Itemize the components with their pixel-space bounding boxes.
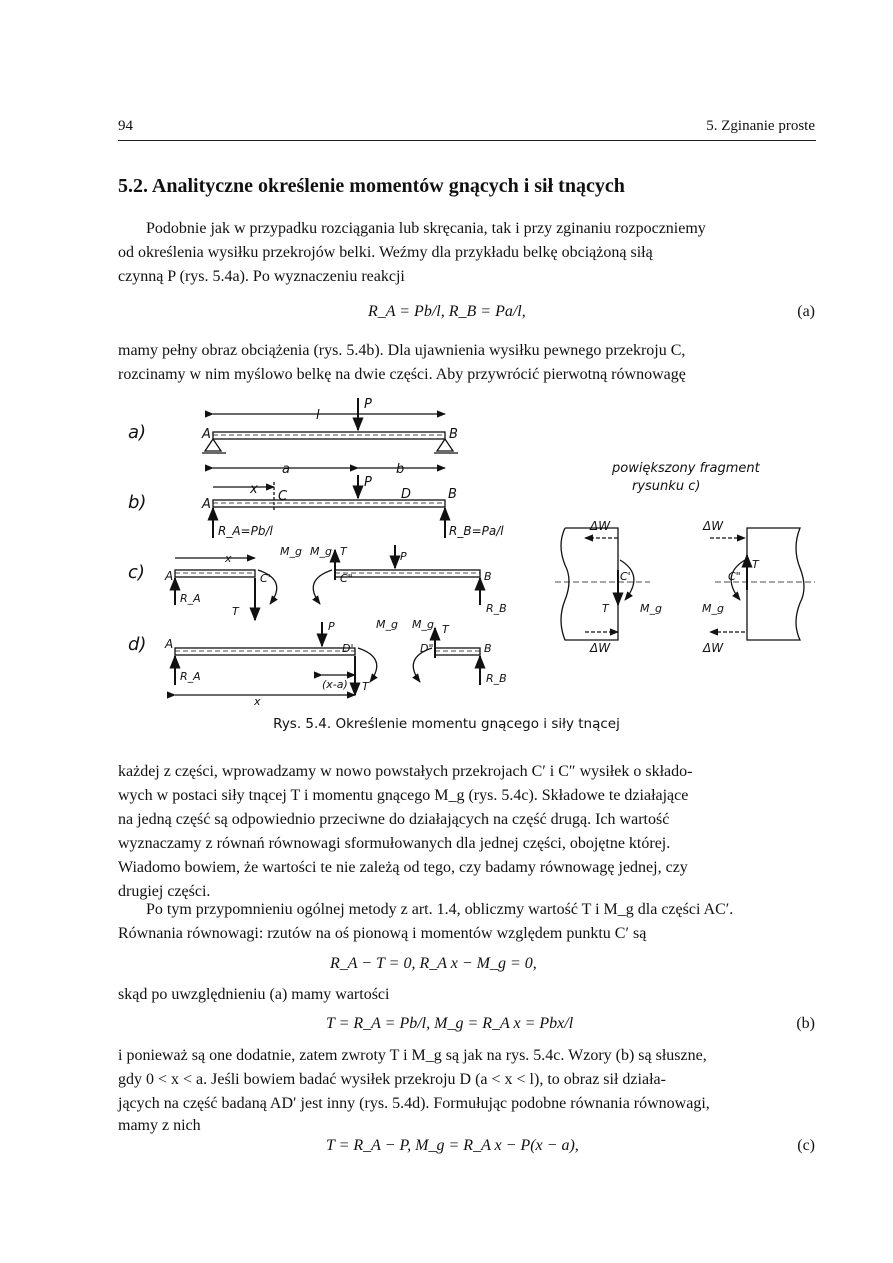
label-T-zoom2: T xyxy=(752,558,759,571)
label-B-d: B xyxy=(484,642,492,655)
text-line: Podobnie jak w przypadku rozciągania lub skręcania, tak i przy zginaniu rozpoczniemy xyxy=(146,220,706,237)
label-T-zoom1: T xyxy=(602,602,609,615)
text-line: gdy 0 < x < a. Jeśli bowiem badać wysiłek przekroju D (a < x < l), to obraz sił działa- xyxy=(118,1071,666,1088)
row-label-d: d) xyxy=(128,634,147,655)
label-dW-1: ΔW xyxy=(590,519,611,533)
running-header: 5. Zginanie proste xyxy=(706,118,815,134)
label-C-b: C xyxy=(278,489,288,504)
label-l: l xyxy=(316,408,320,423)
zoom-fragment xyxy=(555,528,815,640)
label-RB-c: R_B xyxy=(486,602,507,615)
label-A-d: A xyxy=(165,637,174,651)
label-B-c: B xyxy=(484,570,492,583)
zoom-caption-2: rysunku c) xyxy=(632,479,701,494)
label-C1-c: C' xyxy=(260,572,271,585)
label-x-b: x xyxy=(250,482,258,497)
label-P-b: P xyxy=(364,475,372,490)
text-line: Po tym przypomnieniu ogólnej metody z art. 1.4, obliczmy wartość T i M_g dla części AC′. xyxy=(146,901,734,918)
text-line: każdej z części, wprowadzamy w nowo powstałych przekrojach C′ i C″ wysiłek o składo- xyxy=(118,763,693,780)
zoom-caption-1: powiększony fragment xyxy=(612,461,760,476)
label-P: P xyxy=(364,397,372,412)
text-line: jących na część badaną AD′ jest inny (rys. 5.4d). Formułując podobne równania równowagi, xyxy=(118,1095,710,1112)
label-P-d: P xyxy=(328,620,335,633)
text-line: drugiej części. xyxy=(118,883,211,900)
paragraph-6 xyxy=(118,1044,816,1116)
text-line: na jedną część są odpowiednio przeciwne do działających na część drugą. Ich wartość xyxy=(118,811,670,828)
label-B: B xyxy=(449,427,458,442)
text-line: wyznaczamy z równań równowagi sformułowanych dla jednej części, obojętne której. xyxy=(118,835,671,852)
header-rule xyxy=(118,140,816,141)
label-xa-d: (x-a) xyxy=(322,678,348,691)
equation-a: R_A = Pb/l, R_B = Pa/l, xyxy=(368,303,526,320)
figure-5-4 xyxy=(0,390,893,710)
label-A-b: A xyxy=(202,497,211,512)
label-D2-d: D" xyxy=(420,642,434,655)
paragraph-1-cont xyxy=(118,241,816,289)
label-T-d2: T xyxy=(442,623,449,636)
row-label-b: b) xyxy=(128,492,147,513)
label-D1-d: D' xyxy=(342,642,354,655)
equilibrium-equations: R_A − T = 0, R_A x − M_g = 0, xyxy=(330,955,537,972)
beam-a xyxy=(202,398,458,468)
label-C2-c: C" xyxy=(340,572,353,585)
label-x-c: x xyxy=(225,552,232,565)
label-P-c: P xyxy=(400,550,407,563)
figure-caption: Rys. 5.4. Określenie momentu gnącego i siły tnącej xyxy=(273,716,620,732)
label-B-b: B xyxy=(448,487,457,502)
label-C1-zoom: C' xyxy=(620,570,631,583)
label-RB-d: R_B xyxy=(486,672,507,685)
paragraph-3 xyxy=(118,760,816,904)
paragraph-7: mamy z nich xyxy=(118,1117,201,1134)
label-Mg-d2: M_g xyxy=(412,618,434,631)
label-RA-d: R_A xyxy=(180,670,201,683)
label-A: A xyxy=(202,427,211,442)
label-A-c: A xyxy=(165,569,174,583)
paragraph-4-cont xyxy=(118,922,816,946)
paragraph-4 xyxy=(118,898,816,922)
label-Mg-d1: M_g xyxy=(376,618,398,631)
equation-b-label: (b) xyxy=(796,1015,815,1032)
label-C2-zoom: C" xyxy=(728,570,741,583)
label-dW-2: ΔW xyxy=(590,641,611,655)
text-line: od określenia wysiłku przekrojów belki. Weźmy dla przykładu belkę obciążoną siłą xyxy=(118,244,653,261)
label-Mg-zoom1: M_g xyxy=(640,602,662,615)
row-label-c: c) xyxy=(128,562,145,583)
label-dW-4: ΔW xyxy=(703,641,724,655)
label-a: a xyxy=(282,462,290,477)
paragraph-5: skąd po uwzględnieniu (a) mamy wartości xyxy=(118,986,390,1003)
text-line: Równania równowagi: rzutów na oś pionową i momentów względem punktu C′ są xyxy=(118,925,647,942)
text-line: rozcinamy w nim myślowo belkę na dwie części. Aby przywrócić pierwotną równowagę xyxy=(118,366,686,383)
label-Mg-zoom2: M_g xyxy=(702,602,724,615)
row-label-a: a) xyxy=(128,422,147,443)
text-line: Wiadomo bowiem, że wartości te nie zależą od tego, czy badamy równowagę jednej, czy xyxy=(118,859,688,876)
label-RA-eq: R_A=Pb/l xyxy=(218,524,273,538)
paragraph-2 xyxy=(118,339,816,387)
paragraph-1 xyxy=(118,217,816,241)
label-dW-3: ΔW xyxy=(703,519,724,533)
label-T-c2: T xyxy=(340,545,347,558)
equation-a-label: (a) xyxy=(797,303,815,320)
label-T-d1: T xyxy=(362,680,369,693)
label-D-b: D xyxy=(401,487,412,502)
text-line: czynną P (rys. 5.4a). Po wyznaczeniu reakcji xyxy=(118,268,405,285)
equation-c-label: (c) xyxy=(797,1137,815,1154)
text-line: wych w postaci siły tnącej T i momentu gnącego M_g (rys. 5.4c). Składowe te działające xyxy=(118,787,689,804)
label-x-d: x xyxy=(254,695,261,708)
label-b: b xyxy=(396,462,405,477)
label-RB-eq: R_B=Pa/l xyxy=(449,524,504,538)
text-line: mamy pełny obraz obciążenia (rys. 5.4b). Dla ujawnienia wysiłku pewnego przekroju C, xyxy=(118,342,686,359)
equation-b: T = R_A = Pb/l, M_g = R_A x = Pbx/l xyxy=(326,1015,574,1032)
section-title: 5.2. Analityczne określenie momentów gnących i sił tnących xyxy=(118,175,625,197)
equation-c: T = R_A − P, M_g = R_A x − P(x − a), xyxy=(326,1137,579,1154)
label-T-c1: T xyxy=(232,605,239,618)
label-Mg-c2: M_g xyxy=(310,545,332,558)
label-Mg-c1: M_g xyxy=(280,545,302,558)
label-RA-c: R_A xyxy=(180,592,201,605)
text-line: i ponieważ są one dodatnie, zatem zwroty T i M_g są jak na rys. 5.4c. Wzory (b) są słuszne, xyxy=(118,1047,707,1064)
page-number: 94 xyxy=(118,118,133,134)
